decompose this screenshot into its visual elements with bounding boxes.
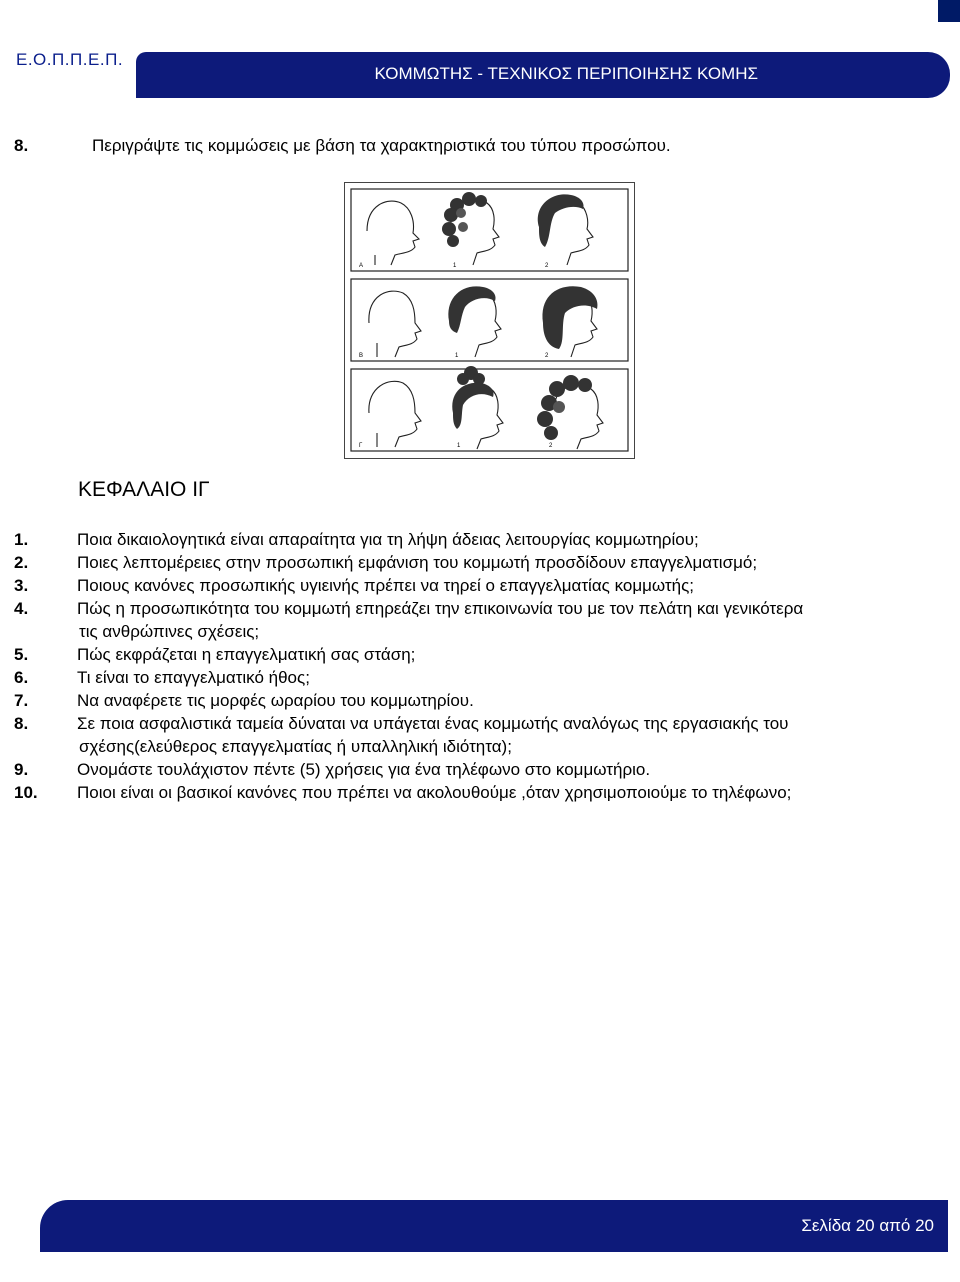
question-number: 10. — [14, 783, 38, 802]
question-text-continuation: τις ανθρώπινες σχέσεις; — [79, 622, 260, 641]
row-label-c: Γ — [359, 443, 363, 449]
question-text: Να αναφέρετε τις μορφές ωραρίου του κομμωτηρίου. — [77, 691, 474, 710]
list-item — [14, 528, 960, 551]
col-label-c1: 1 — [457, 443, 461, 449]
list-item — [14, 689, 960, 712]
header-title: ΚΟΜΜΩΤΗΣ - ΤΕΧΝΙΚΟΣ ΠΕΡΙΠΟΙΗΣΗΣ ΚΟΜΗΣ — [374, 64, 758, 83]
wavy-profile-a2 — [538, 194, 593, 265]
question-list — [14, 528, 960, 804]
list-item — [14, 666, 960, 689]
question-text: Πώς η προσωπικότητα του κομμωτή επηρεάζει την επικοινωνία του με τον πελάτη και γενικότερα — [77, 599, 804, 618]
bald-profile-c — [369, 381, 421, 447]
curly-profile-a1 — [442, 192, 499, 265]
row-label-a: Α — [359, 263, 364, 269]
question-number: 8. — [14, 714, 29, 733]
col-label-a1: 1 — [453, 263, 457, 269]
list-item — [14, 551, 960, 574]
curly-profile-c2 — [537, 375, 603, 449]
question-number: 2. — [14, 553, 29, 572]
question-number: 3. — [14, 576, 29, 595]
updo-profile-c1 — [452, 366, 503, 449]
question-number: 6. — [14, 668, 29, 687]
top-question-number: 8. — [14, 136, 29, 155]
question-text: Ποιες λεπτομέρειες στην προσωπική εμφάνιση του κομμωτή προσδίδουν επαγγελματισμό; — [77, 553, 758, 572]
top-question-text: Περιγράψτε τις κομμώσεις με βάση τα χαρακτηριστικά του τύπου προσώπου. — [92, 136, 671, 155]
bald-profile-a — [367, 201, 419, 265]
row-c-faces — [359, 366, 603, 449]
question-text: Ποιους κανόνες προσωπικής υγιεινής πρέπει να τηρεί ο επαγγελματίας κομμωτής; — [77, 576, 695, 595]
org-abbreviation: Ε.Ο.Π.Π.Ε.Π. — [16, 50, 124, 69]
list-item — [14, 597, 960, 620]
col-label-b1: 1 — [455, 353, 459, 359]
question-number: 1. — [14, 530, 29, 549]
list-item — [14, 758, 960, 781]
short-profile-b1 — [448, 286, 501, 357]
corner-mark — [938, 0, 960, 22]
question-number: 5. — [14, 645, 29, 664]
bald-profile-b — [369, 291, 421, 357]
question-number: 4. — [14, 599, 29, 618]
page-number: Σελίδα 20 από 20 — [801, 1216, 934, 1235]
row-a-faces — [359, 192, 593, 269]
bob-profile-b2 — [542, 286, 597, 357]
question-text: Ποια δικαιολογητικά είναι απαραίτητα για τη λήψη άδειας λειτουργίας κομμωτηρίου; — [77, 530, 699, 549]
col-label-c2: 2 — [549, 443, 553, 449]
col-label-a2: 2 — [545, 263, 549, 269]
question-text: Ονομάστε τουλάχιστον πέντε (5) χρήσεις για ένα τηλέφωνο στο κομμωτήριο. — [77, 760, 651, 779]
question-text: Πώς εκφράζεται η επαγγελματική σας στάση; — [77, 645, 416, 664]
list-item-continuation — [14, 620, 960, 643]
question-text-continuation: σχέσης(ελεύθερος επαγγελματίας ή υπαλληλική ιδιότητα); — [79, 737, 512, 756]
question-text: Ποιοι είναι οι βασικοί κανόνες που πρέπει να ακολουθούμε ,όταν χρησιμοποιούμε το τηλέφωνο; — [77, 783, 792, 802]
question-number: 9. — [14, 760, 29, 779]
hairstyle-illustration — [344, 182, 635, 459]
list-item — [14, 781, 960, 804]
list-item-continuation — [14, 735, 960, 758]
col-label-b2: 2 — [545, 353, 549, 359]
question-text: Τι είναι το επαγγελματικό ήθος; — [77, 668, 310, 687]
question-text: Σε ποια ασφαλιστικά ταμεία δύναται να υπάγεται ένας κομμωτής αναλόγως της εργασιακής του — [77, 714, 789, 733]
list-item — [14, 712, 960, 735]
question-number: 7. — [14, 691, 29, 710]
row-b-faces — [359, 286, 597, 359]
list-item — [14, 643, 960, 666]
row-label-b: Β — [359, 353, 364, 359]
chapter-heading: ΚΕΦΑΛΑΙΟ ΙΓ — [78, 478, 210, 501]
list-item — [14, 574, 960, 597]
